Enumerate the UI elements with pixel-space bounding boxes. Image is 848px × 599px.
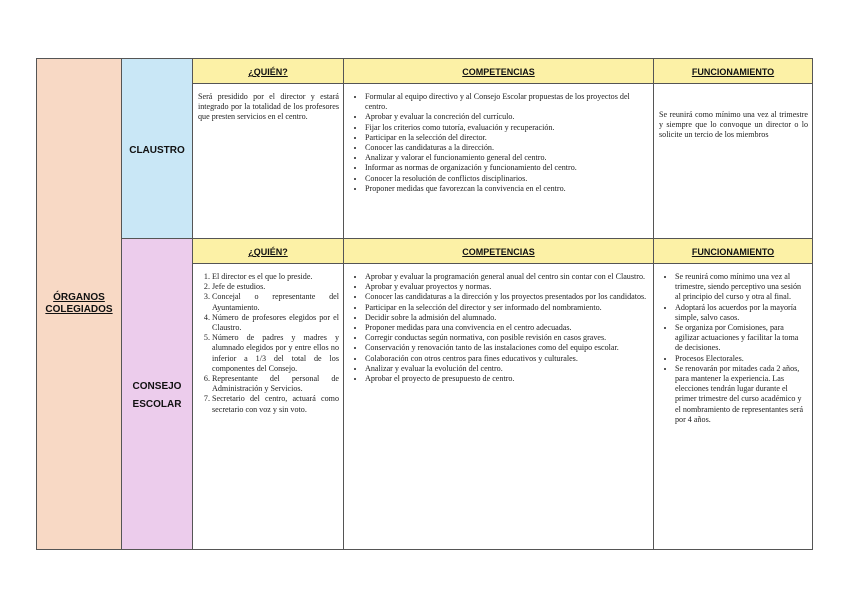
claustro-quien-header: ¿QUIÉN? xyxy=(193,59,344,84)
list-item: • Proponer medidas que favorezcan la convivencia en el centro. xyxy=(365,184,649,194)
organos-colegiados-label: ÓRGANOS COLEGIADOS xyxy=(45,291,113,315)
consejo-quien-cell xyxy=(193,264,344,550)
list-item: 1. El director es el que lo preside. xyxy=(212,272,339,282)
claustro-competencias-list xyxy=(349,92,649,194)
consejo-competencias-header: COMPETENCIAS xyxy=(344,239,654,264)
list-item: 6. Representante del personal de Administración y Servicios. xyxy=(212,374,339,394)
consejo-competencias-cell xyxy=(344,264,654,550)
claustro-competencias-header: COMPETENCIAS xyxy=(344,59,654,84)
list-item: • Fijar los criterios como tutoría, evaluación y recuperación. xyxy=(365,123,649,133)
claustro-cell xyxy=(122,59,193,239)
list-item: • Aprobar y evaluar la programación general anual del centro sin contar con el Claustro. xyxy=(365,272,649,282)
list-item: • Analizar y valorar el funcionamiento general del centro. xyxy=(365,153,649,163)
list-item: 4. Número de profesores elegidos por el Claustro. xyxy=(212,313,339,333)
consejo-quien-header: ¿QUIÉN? xyxy=(193,239,344,264)
list-item: • Formular al equipo directivo y al Consejo Escolar propuestas de los proyectos del centro. xyxy=(365,92,649,112)
list-item: • Procesos Electorales. xyxy=(675,354,808,364)
list-item: • Aprobar el proyecto de presupuesto de centro. xyxy=(365,374,649,384)
list-item: • Colaboración con otros centros para fines educativos y culturales. xyxy=(365,354,649,364)
list-item: 7. Secretario del centro, actuará como secretario con voz y sin voto. xyxy=(212,394,339,414)
list-item: 2. Jefe de estudios. xyxy=(212,282,339,292)
organos-colegiados-cell xyxy=(37,59,122,550)
list-item: • Analizar y evaluar la evolución del centro. xyxy=(365,364,649,374)
consejo-escolar-cell xyxy=(122,239,193,550)
claustro-quien-text: Será presidido por el director y estará integrado por la totalidad de los profesores que presten servicios en el centro. xyxy=(193,84,344,239)
consejo-escolar-label: CONSEJO ESCOLAR xyxy=(132,381,182,410)
list-item: • Participar en la selección del director. xyxy=(365,133,649,143)
list-item: 5. Número de padres y madres y alumnado elegidos por y entre ellos no inferior a 1/3 del total de los componentes del Consejo. xyxy=(212,333,339,374)
claustro-funcionamiento-text: Se reunirá como mínimo una vez al trimestre y siempre que lo convoque un director o lo solicite un tercio de los miembros xyxy=(654,84,813,239)
consejo-quien-list xyxy=(198,272,339,415)
list-item: • Adoptará los acuerdos por la mayoría simple, salvo casos. xyxy=(675,303,808,323)
list-item: • Proponer medidas para una convivencia en el centro adecuadas. xyxy=(365,323,649,333)
list-item: • Conocer las candidaturas a la dirección. xyxy=(365,143,649,153)
consejo-funcionamiento-header: FUNCIONAMIENTO xyxy=(654,239,813,264)
organos-colegiados-table xyxy=(36,58,813,550)
list-item: • Aprobar y evaluar proyectos y normas. xyxy=(365,282,649,292)
consejo-funcionamiento-cell xyxy=(654,264,813,550)
list-item: • Conocer las candidaturas a la dirección y los proyectos presentados por los candidatos. xyxy=(365,292,649,302)
claustro-funcionamiento-header: FUNCIONAMIENTO xyxy=(654,59,813,84)
list-item: • Participar en la selección del director y ser informado del nombramiento. xyxy=(365,303,649,313)
claustro-competencias-cell xyxy=(344,84,654,239)
list-item: 3. Concejal o representante del Ayuntamiento. xyxy=(212,292,339,312)
list-item: • Se organiza por Comisiones, para agilizar actuaciones y facilitar la toma de decisiones. xyxy=(675,323,808,354)
list-item: • Decidir sobre la admisión del alumnado. xyxy=(365,313,649,323)
list-item: • Se reunirá como mínimo una vez al trimestre, siendo perceptivo una sesión al principio del curso y otra al final. xyxy=(675,272,808,303)
list-item: • Corregir conductas según normativa, con posible revisión en casos graves. xyxy=(365,333,649,343)
list-item: • Aprobar y evaluar la concreción del currículo. xyxy=(365,112,649,122)
list-item: • Conservación y renovación tanto de las instalaciones como del equipo escolar. xyxy=(365,343,649,353)
consejo-competencias-list xyxy=(349,272,649,384)
list-item: • Se renovarán por mitades cada 2 años, para mantener la experiencia. Las elecciones tendrán lugar durante el primer trimestre del curso académico y el nombramiento de representantes será por 4 años. xyxy=(675,364,808,425)
list-item: • Conocer la resolución de conflictos disciplinarios. xyxy=(365,174,649,184)
list-item: • Informar as normas de organización y funcionamiento del centro. xyxy=(365,163,649,173)
claustro-label: CLAUSTRO xyxy=(129,144,185,156)
consejo-funcionamiento-list xyxy=(659,272,808,425)
